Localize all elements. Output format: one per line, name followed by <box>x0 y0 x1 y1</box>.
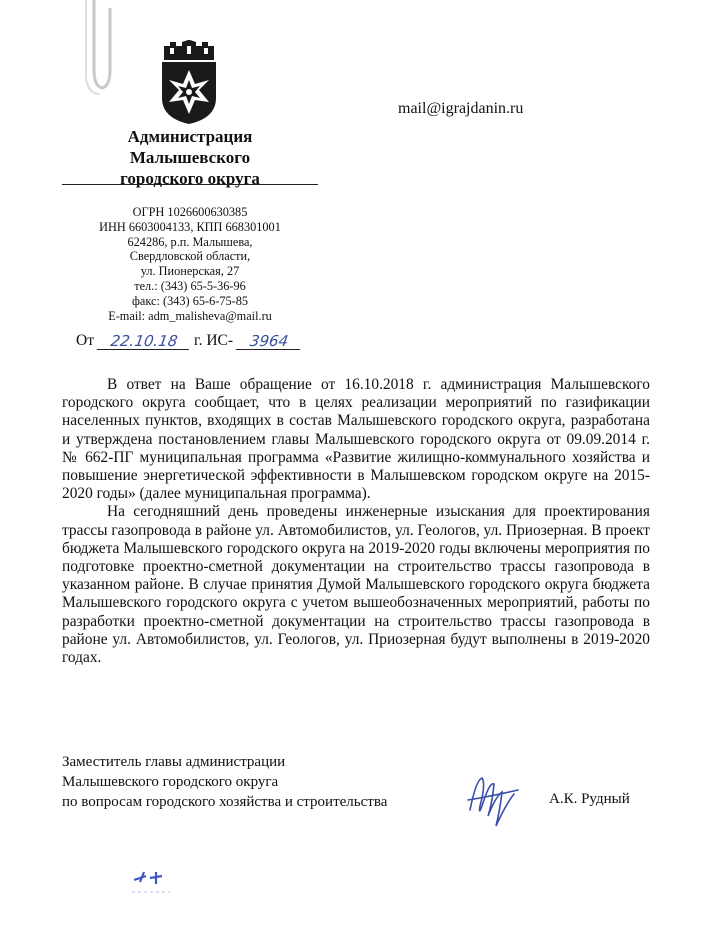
requisite-phone: тел.: (343) 65-5-36-96 <box>134 278 246 293</box>
requisite-ogrn: ОГРН 1026600630385 <box>132 205 248 219</box>
handwritten-signature <box>462 770 522 832</box>
requisite-address-postcode: 624286, р.п. Малышева, <box>127 234 253 249</box>
organization-title <box>62 126 318 189</box>
requisite-address-region: Свердловской области, <box>129 249 251 264</box>
outgoing-prefix: От <box>76 332 94 349</box>
outgoing-number-prefix: г. ИС- <box>193 332 234 349</box>
signatory-position-line-2: Малышевского городского округа <box>62 774 279 790</box>
requisite-fax: факс: (343) 65-6-75-85 <box>131 293 249 308</box>
body-paragraph-2: На сегодняшний день проведены инженерные изыскания для проектирования трассы газопровода в районе ул. Автомобилистов, ул. Геологов, ул. Приозерная. В проект бюджета Малышевского городского округа на 2019-2020 годы включены мероприятия по подготовке проектно-сметной документации на строительство трассы газопровода в указанном районе. В случае принятия Думой Малышевского городского округа бюджета Малышевского городского округа с учетом вышеобозначенных мероприятий, работы по разработки проектно-сметной документации на строительство трассы газопровода в районе ул. Автомобилистов, ул. Геологов, ул. Приозерная будут выполнены в 2019-2020 годах. <box>62 503 650 667</box>
coat-of-arms-emblem <box>158 40 220 124</box>
signatory-position-line-3: по вопросам городского хозяйства и строительства <box>62 794 388 810</box>
header-divider <box>62 184 318 185</box>
signatory-position <box>62 752 387 812</box>
organization-line-3: городского округа <box>120 169 260 188</box>
outgoing-date-handwritten: 22.10.18 <box>97 333 191 350</box>
outgoing-number-handwritten: 3964 <box>236 333 302 350</box>
requisite-email: E-mail: adm_malisheva@mail.ru <box>108 308 272 323</box>
stamp-fragment <box>130 868 174 898</box>
recipient-email: mail@igrajdanin.ru <box>398 100 524 117</box>
organization-line-2: Малышевского <box>129 148 251 167</box>
signatory-position-line-1: Заместитель главы администрации <box>62 754 286 770</box>
letter-body <box>62 376 650 667</box>
requisite-address-street: ул. Пионерская, 27 <box>140 264 240 279</box>
staple-mark <box>80 0 114 96</box>
organization-line-1: Администрация <box>127 127 253 146</box>
signatory-name: А.К. Рудный <box>549 791 630 807</box>
body-paragraph-1: В ответ на Ваше обращение от 16.10.2018 г. администрация Малышевского городского округа сообщает, что в целях реализации мероприятий по газификации населенных пунктов, входящих в состав Малышевского городского округа, разработана и утверждена постановлением главы Малышевского городского округа от 09.09.2014 г. № 662-ПГ муниципальная программа «Развитие жилищно-коммунального хозяйства и повышение энергетической эффективности в Малышевском городском округе на 2015-2020 годы» (далее муниципальная программа). <box>62 376 650 503</box>
requisites-block <box>62 205 318 323</box>
requisite-inn-kpp: ИНН 6603004133, КПП 668301001 <box>99 219 281 234</box>
outgoing-reference <box>76 332 301 350</box>
